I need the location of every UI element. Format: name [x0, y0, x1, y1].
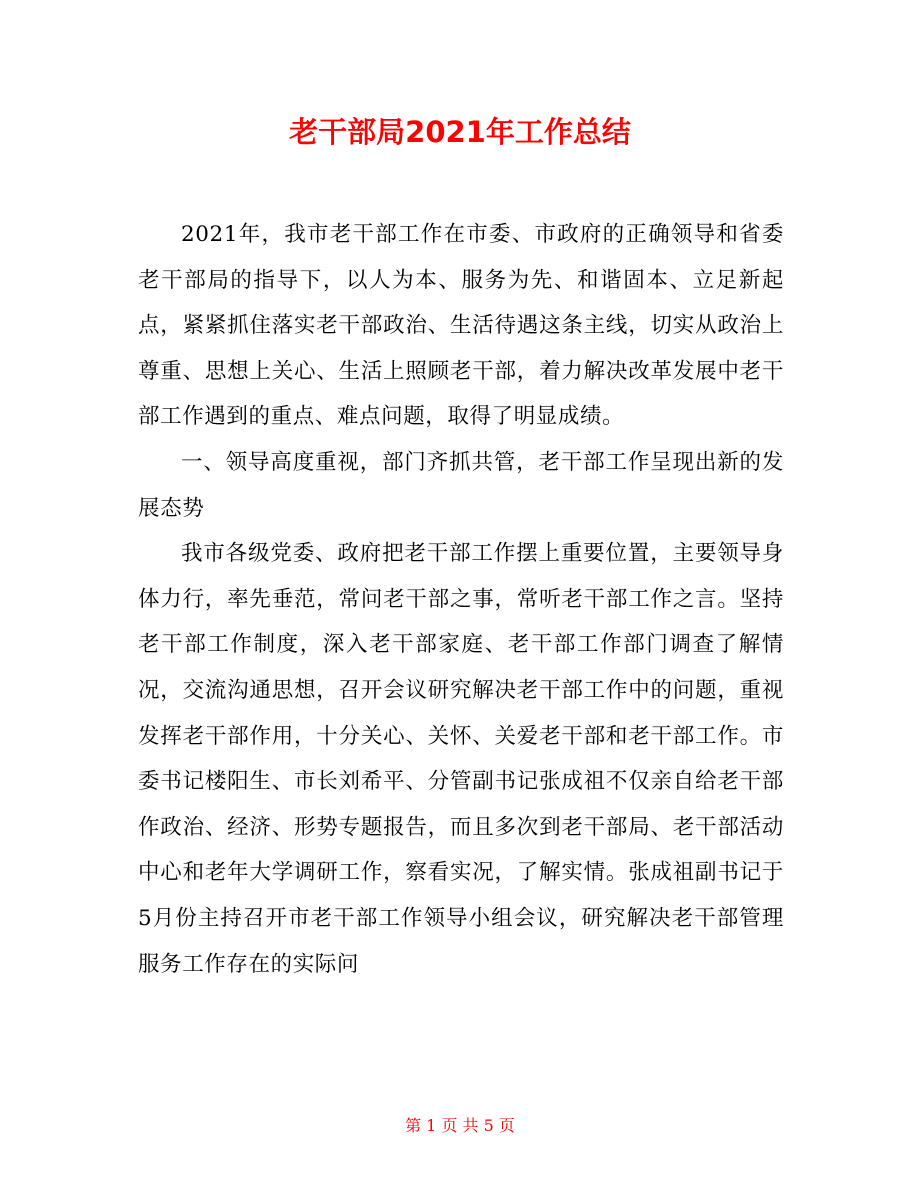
page-number-footer: 第 1 页 共 5 页 [405, 1116, 515, 1135]
section-heading-1: 一、领导高度重视，部门齐抓共管，老干部工作呈现出新的发展态势 [138, 449, 784, 521]
document-title: 老干部局2021年工作总结 [289, 115, 631, 149]
document-body [138, 212, 784, 987]
paragraph-intro: 2021年，我市老干部工作在市委、市政府的正确领导和省委老干部局的指导下，以人为本、服务为先、和谐固本、立足新起点，紧紧抓住落实老干部政治、生活待遇这条主线，切实从政治上尊重、思想上关心、生活上照顾老干部，着力解决改革发展中老干部工作遇到的重点、难点问题，取得了明显成绩。 [138, 222, 784, 430]
paragraph-section-1: 我市各级党委、政府把老干部工作摆上重要位置，主要领导身体力行，率先垂范，常问老干部之事，常听老干部工作之言。坚持老干部工作制度，深入老干部家庭、老干部工作部门调查了解情况，交流沟通思想，召开会议研究解决老干部工作中的问题，重视发挥老干部作用，十分关心、关怀、关爱老干部和老干部工作。市委书记楼阳生、市长刘希平、分管副书记张成祖不仅亲自给老干部作政治、经济、形势专题报告，而且多次到老干部局、老干部活动中心和老年大学调研工作，察看实况，了解实情。张成祖副书记于5月份主持召开市老干部工作领导小组会议，研究解决老干部管理服务工作存在的实际问 [138, 541, 784, 977]
